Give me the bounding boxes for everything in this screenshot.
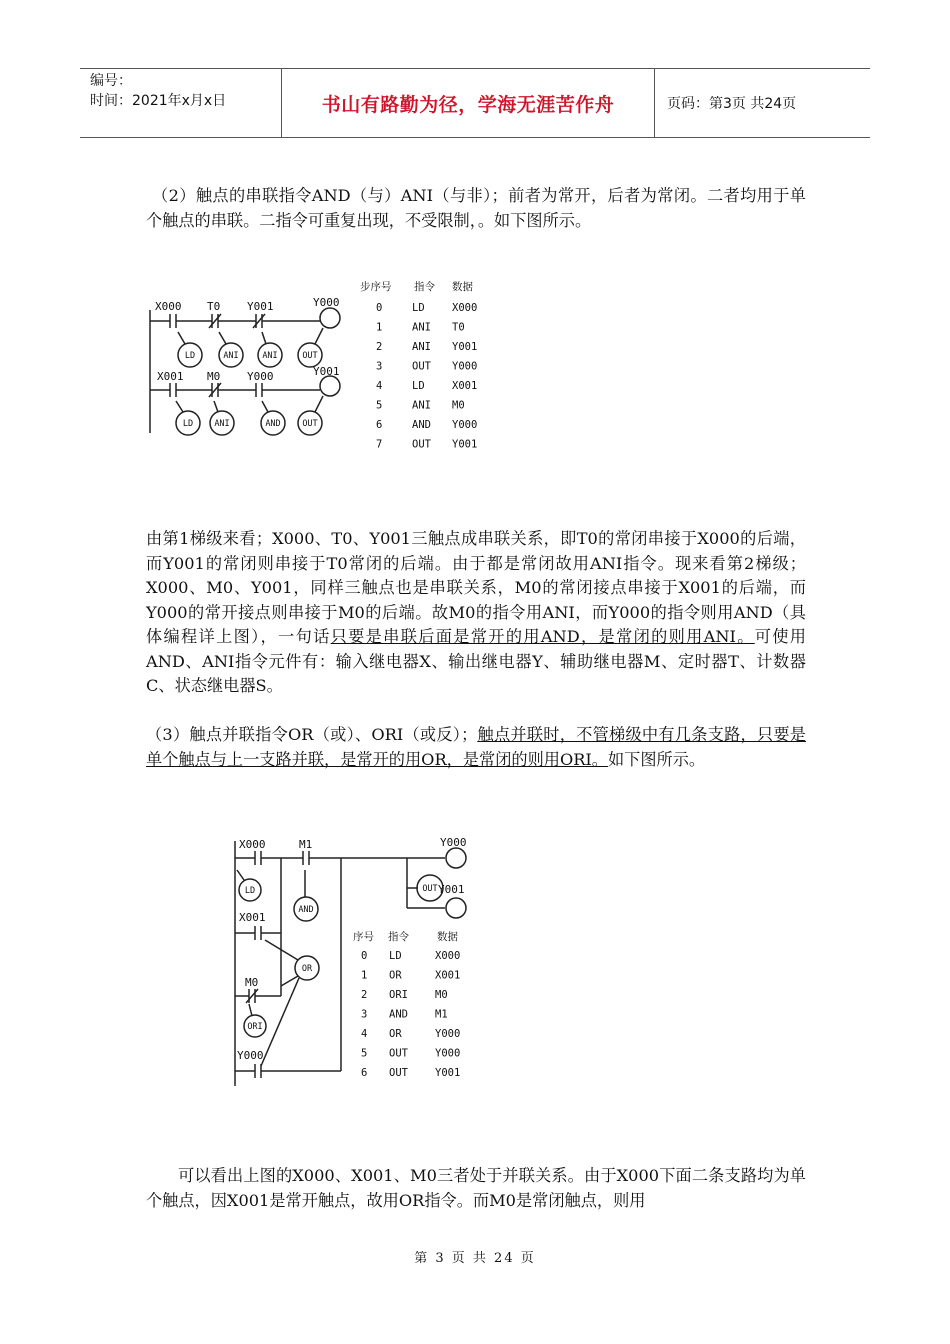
fig2-label-y000: Y000 <box>440 836 467 849</box>
p3-text-b: 如下图所示。 <box>608 749 706 769</box>
fig1-bubble: OUT <box>302 419 318 429</box>
paragraph-4: 可以看出上图的X000、X001、M0三者处于并联关系。由于X000下面二条支路均为单个触点，因X001是常开触点，故用OR指令。而M0是常闭触点，则用 <box>146 1166 806 1210</box>
table-cell: 1 <box>376 321 383 334</box>
p3-text-a: （3）触点并联指令OR（或）、ORI（或反）； <box>146 725 478 744</box>
fig1-label-y000b: Y000 <box>247 370 274 383</box>
fig2-label-x000: X000 <box>239 838 266 851</box>
fig1-bubble: AND <box>265 419 281 429</box>
table-cell: AND <box>389 1008 408 1021</box>
fig2-bubble: OR <box>301 964 313 974</box>
table-cell: Y000 <box>452 360 478 373</box>
ladder-diagram-1 <box>140 268 500 458</box>
fig2-label-y001: Y001 <box>438 883 465 896</box>
header-page-info: 页码：第3页 共24页 <box>667 96 797 112</box>
table-cell: X001 <box>435 969 461 982</box>
table-cell: 0 <box>376 302 383 314</box>
fig1-th-step: 步序号 <box>360 281 392 293</box>
fig2-label-x001: X001 <box>239 911 266 924</box>
table-cell: M0 <box>452 399 465 412</box>
fig1-label-x001: X001 <box>157 370 184 383</box>
page-header <box>80 68 870 138</box>
table-cell: 4 <box>376 380 383 392</box>
fig1-bubble: LD <box>182 419 194 429</box>
fig2-label-m1: M1 <box>299 838 313 851</box>
header-motto: 书山有路勤为径，学海无涯苦作舟 <box>282 69 655 137</box>
table-cell: 4 <box>361 1028 368 1040</box>
table-cell: 0 <box>361 950 368 962</box>
fig2-label-m0: M0 <box>245 976 259 989</box>
table-cell: LD <box>389 950 402 962</box>
table-cell: 6 <box>376 419 383 431</box>
table-cell: X000 <box>452 302 478 314</box>
table-cell: OR <box>389 1028 402 1040</box>
fig1-label-m0: M0 <box>207 370 221 383</box>
table-cell: T0 <box>452 321 465 334</box>
fig1-instruction-table <box>360 280 477 451</box>
fig2-th-instr: 指令 <box>388 931 409 943</box>
table-cell: 5 <box>361 1047 368 1060</box>
p2-underlined: 只要是串联后面是常开的用AND，是常闭的则用ANI。 <box>330 627 755 646</box>
table-cell: Y000 <box>452 419 478 431</box>
table-cell: 7 <box>376 438 383 451</box>
table-cell: LD <box>412 302 425 314</box>
fig1-label-x000: X000 <box>155 300 182 313</box>
page-footer: 第 3 页 共 24 页 <box>414 1251 536 1266</box>
fig1-label-y001: Y001 <box>247 300 274 313</box>
fig1-label-y000: Y000 <box>313 296 340 309</box>
time-label: 时间：2021年x月x日 <box>90 93 227 109</box>
fig2-instruction-table <box>353 930 460 1079</box>
table-cell: OUT <box>389 1067 408 1079</box>
header-meta <box>80 69 282 137</box>
table-cell: X001 <box>452 380 478 392</box>
fig2-bubble: LD <box>244 886 256 896</box>
p2-text-b: 可使用AND、ANI指令元件有：输入继电器X、输出继电器Y、辅助继电器M、定时器T、计数器C、状态继电器S。 <box>146 627 806 695</box>
fig2-bubble: OUT <box>422 884 438 894</box>
table-cell: OUT <box>412 438 431 451</box>
fig2-label-y000b: Y000 <box>237 1049 264 1062</box>
fig1-bubble: ANI <box>223 351 239 361</box>
fig2-th-step: 序号 <box>353 931 374 943</box>
fig1-label-t0: T0 <box>207 300 221 313</box>
fig1-label-y001b: Y001 <box>313 365 340 378</box>
table-cell: M0 <box>435 989 448 1001</box>
table-cell: 3 <box>361 1008 368 1021</box>
table-cell: Y001 <box>452 438 478 451</box>
p3-underlined: 触点并联时，不管梯级中有几条支路，只要是单个触点与上一支路并联，是常开的用OR，是常闭的则用ORI。 <box>146 725 806 769</box>
table-cell: 3 <box>376 360 383 373</box>
paragraph-2 <box>146 527 806 699</box>
fig1-bubble: ANI <box>214 419 230 429</box>
table-cell: Y000 <box>435 1047 461 1060</box>
fig2-bubble: AND <box>298 905 314 915</box>
table-cell: 2 <box>361 989 368 1001</box>
paragraph-1: （2）触点的串联指令AND（与）ANI（与非）；前者为常开，后者为常闭。二者均用于单个触点的串联。二指令可重复出现，不受限制，。如下图所示。 <box>146 186 806 230</box>
table-cell: Y001 <box>452 341 478 353</box>
table-cell: OUT <box>412 360 431 373</box>
table-cell: ANI <box>412 399 431 412</box>
fig1-th-instr: 指令 <box>414 281 435 293</box>
fig1-bubble: OUT <box>302 351 318 361</box>
fig1-th-data: 数据 <box>452 281 473 293</box>
table-cell: X000 <box>435 950 461 962</box>
fig2-bubble: ORI <box>247 1022 263 1032</box>
table-cell: 5 <box>376 399 383 412</box>
table-cell: ANI <box>412 321 431 334</box>
p2-text-a: 由第1梯级来看；X000、T0、Y001三触点成串联关系，即T0的常闭串接于X000的后端，而Y001的常闭则串接于T0常闭的后端。由于都是常闭故用ANI指令。现来看第2梯级；X000、M0、Y001，同样三触点也是串联关系，M0的常闭接点串接于X001的后端，而Y000的常开接点则串接于M0的后端。故M0的指令用ANI，而Y000的指令则用AND（具体编程详上图），一句话 <box>146 529 806 646</box>
table-cell: 6 <box>361 1067 368 1079</box>
table-cell: Y000 <box>435 1028 461 1040</box>
table-cell: 2 <box>376 341 383 353</box>
table-cell: 1 <box>361 969 368 982</box>
table-cell: OUT <box>389 1047 408 1060</box>
fig1-bubble: ANI <box>262 351 278 361</box>
table-cell: ANI <box>412 341 431 353</box>
paragraph-3 <box>146 723 806 772</box>
table-cell: LD <box>412 380 425 392</box>
table-cell: Y001 <box>435 1067 461 1079</box>
fig2-th-data: 数据 <box>437 931 458 943</box>
table-cell: ORI <box>389 989 408 1001</box>
table-cell: OR <box>389 969 402 982</box>
number-label: 编号： <box>90 73 132 89</box>
table-cell: AND <box>412 419 431 431</box>
table-cell: M1 <box>435 1008 448 1021</box>
ladder-diagram-2 <box>225 836 485 1091</box>
fig1-bubble: LD <box>184 351 196 361</box>
